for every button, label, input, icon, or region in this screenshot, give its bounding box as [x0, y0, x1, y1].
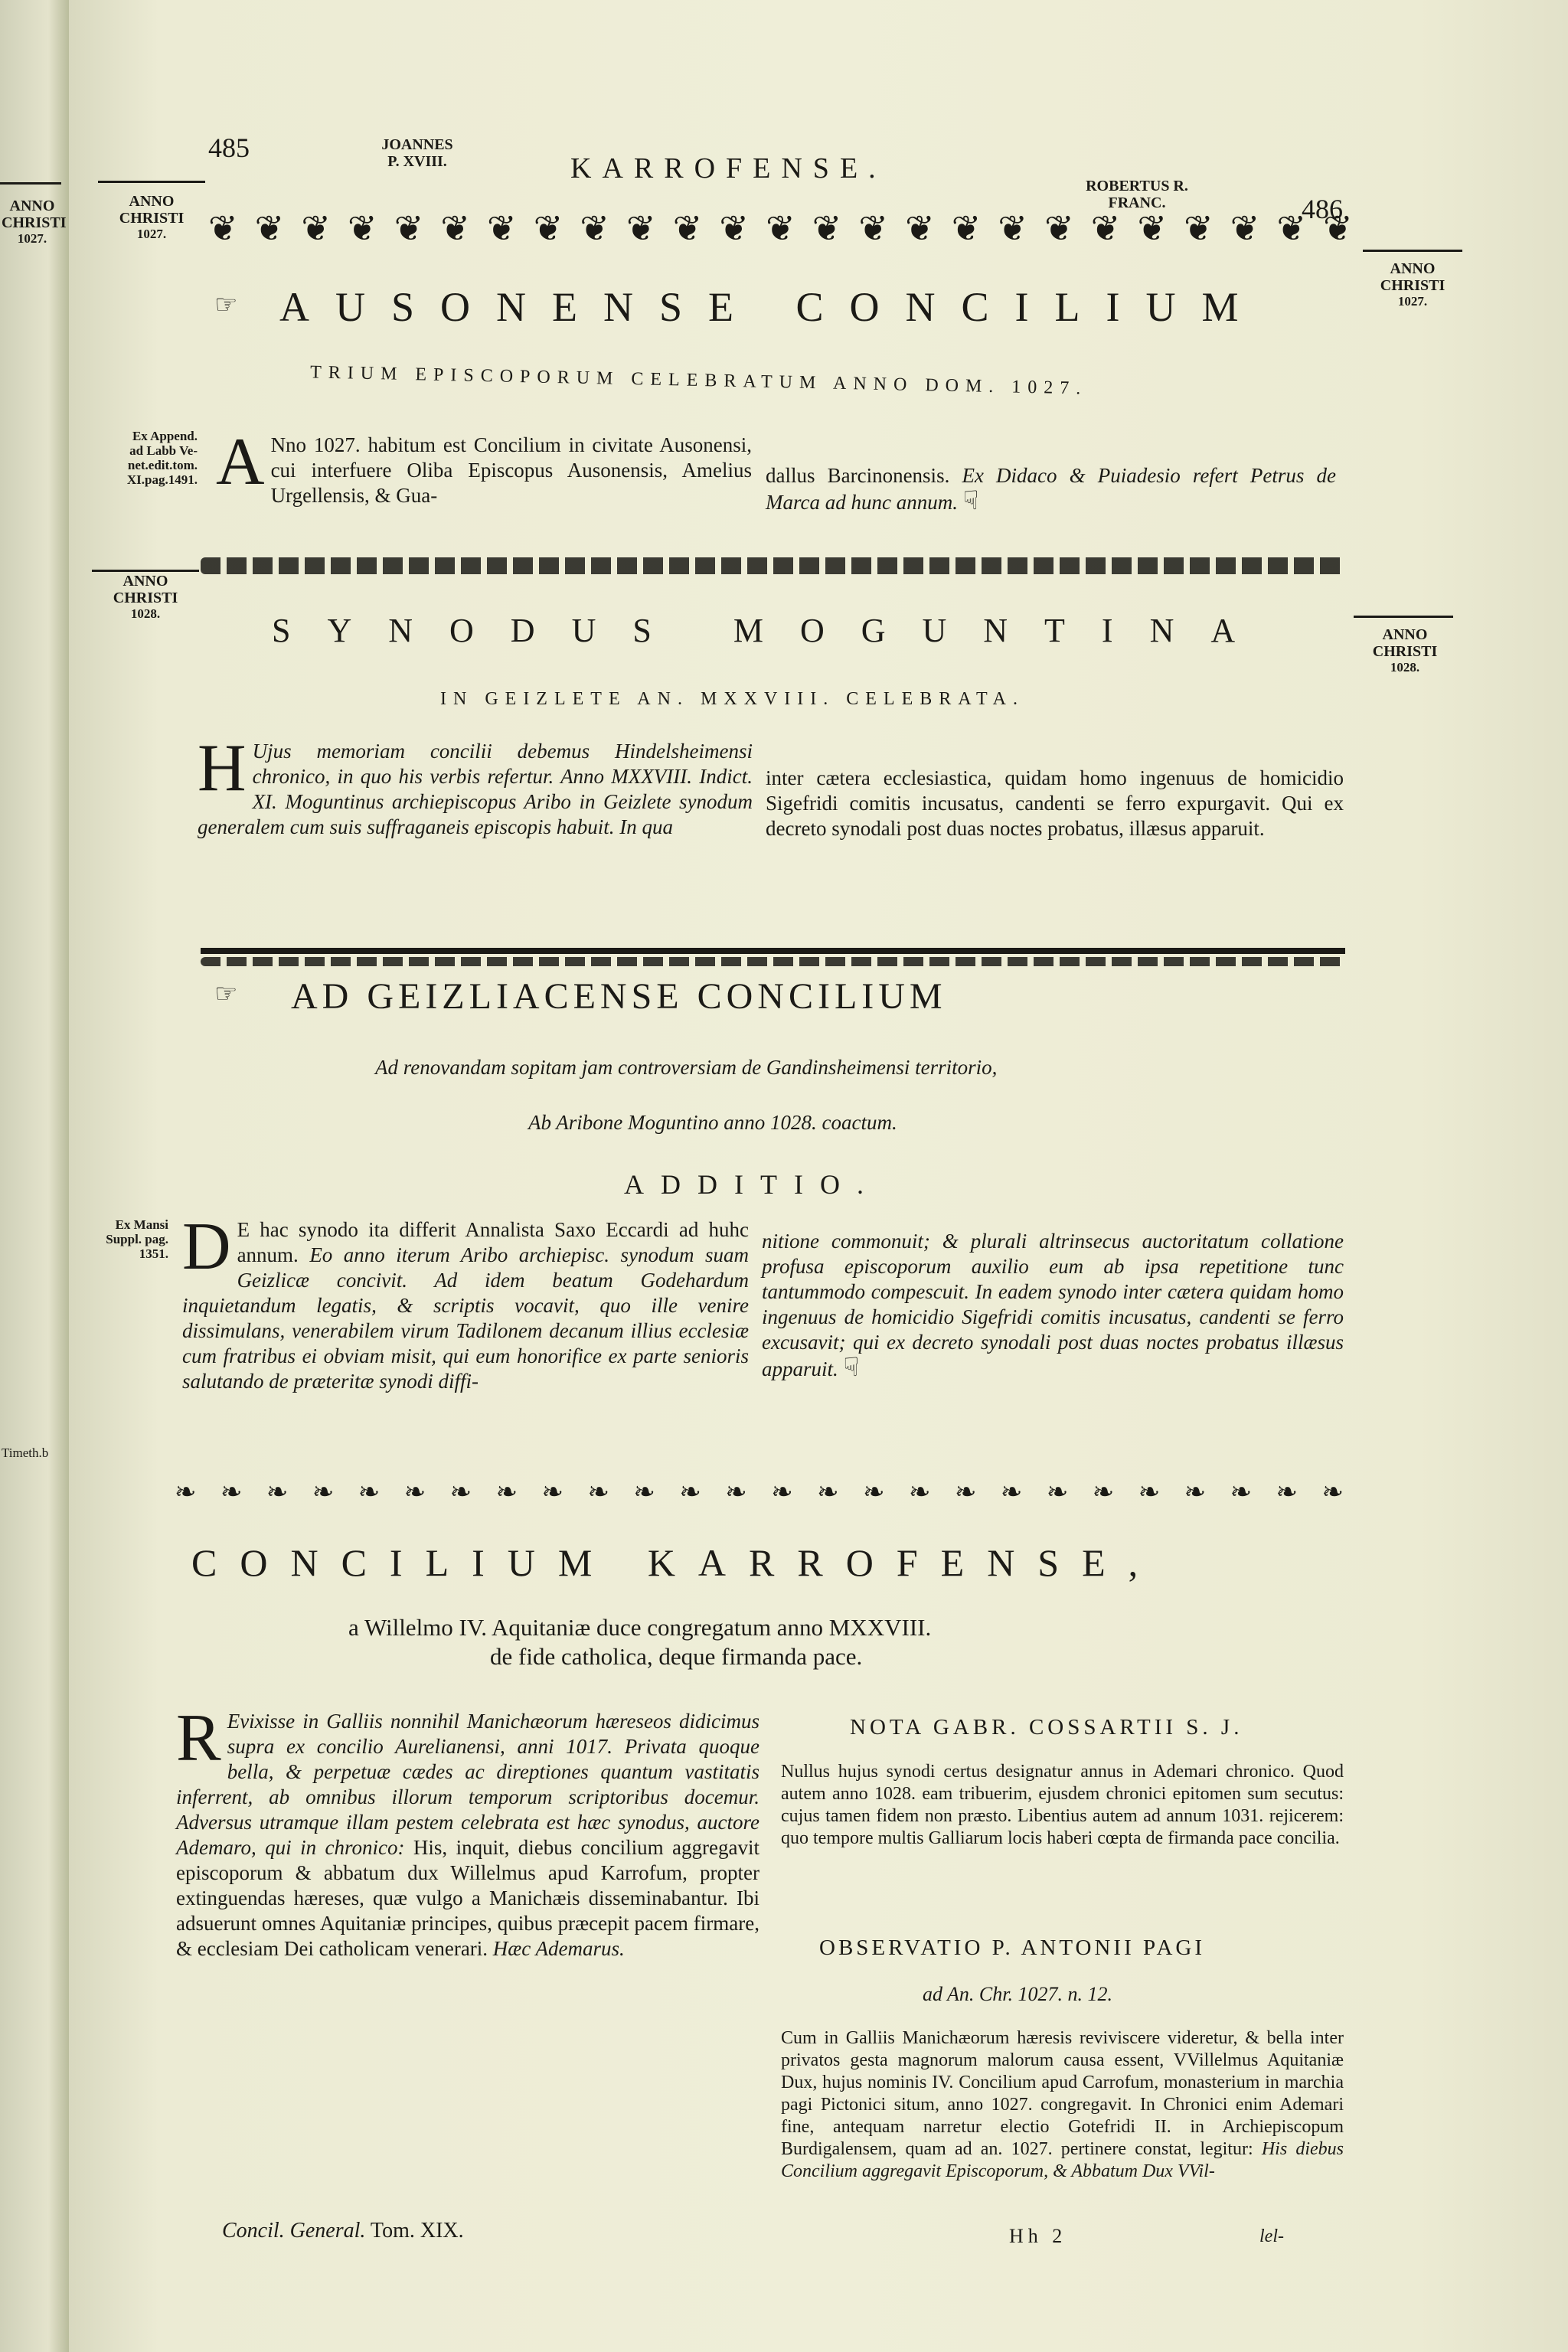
observatio-subheading: ad An. Chr. 1027. n. 12.: [923, 1983, 1112, 2005]
section-subtitle-synodus: IN GEIZLETE AN. MXXVIII. CELEBRATA.: [440, 689, 1025, 709]
signature-mark: Hh 2: [1009, 2225, 1067, 2247]
margin-anno-left-1: ANNO CHRISTI 1027.: [119, 193, 185, 241]
nota-heading: NOTA GABR. COSSARTII S. J.: [850, 1715, 1243, 1740]
section-title-ausonense: AUSONENSE CONCILIUM: [279, 284, 1265, 330]
karrofense-subtitle-2: de fide catholica, deque firmanda pace.: [490, 1643, 863, 1670]
pointing-hand-icon: ☟: [962, 487, 979, 515]
ornament-band-4: ❧ ❧ ❧ ❧ ❧ ❧ ❧ ❧ ❧ ❧ ❧ ❧ ❧ ❧ ❧ ❧ ❧ ❧ ❧ ❧ ❧ ❧ ❧ ❧ ❧ ❧: [175, 1479, 1344, 1507]
drop-cap: D: [182, 1210, 231, 1284]
previous-page-edge: [0, 0, 69, 2352]
ornament-rule-3: [201, 948, 1345, 954]
drop-cap: H: [198, 731, 247, 805]
drop-cap: R: [176, 1701, 221, 1775]
margin-rule: [1354, 616, 1453, 618]
footer-citation: Concil. General. Tom. XIX.: [222, 2219, 464, 2243]
margin-rule: [92, 570, 199, 572]
margin-note-appendix: Ex Append. ad Labb Ve- net.edit.tom. XI.pag.1491.: [126, 429, 198, 487]
edge-rule: [0, 182, 61, 185]
margin-anno-right-1: ANNO CHRISTI 1027.: [1380, 260, 1446, 309]
observatio-text: Cum in Galliis Manichæorum hæresis reviviscere videretur, & bella inter privatos gesta magnorum malorum causa essent, VVillelmus Aquitaniæ Dux, hujus nominis IV. Concilium apud Carrofum, monasterium in marchia pagi Pictonici situm, anno 1027. congregavit. In Chronici enim Ademari fine, antequam narretur electio Gotefridi II. in Archiepiscopum Burdigalensem, quam ad an. 1027. pertinere constat, legitur: His diebus Concilium aggregavit Episcoporum, & Abbatum Dux VVil-: [781, 2028, 1344, 2181]
margin-anno-right-2: ANNO CHRISTI 1028.: [1372, 626, 1438, 675]
section-title-synodus: SYNODUS MOGUNTINA: [272, 612, 1272, 649]
section-subtitle-ausonense: TRIUM EPISCOPORUM CELEBRATUM ANNO DOM. 1027.: [309, 362, 1088, 399]
synodus-column-left: H Ujus memoriam concilii debemus Hindelsheimensi chronico, in quo his verbis refertur. Anno MXXVIII. Indict. XI. Moguntinus archiepiscopus Aribo in Geizlete synodum generalem cum suis suffraganeis episcopis habuit. In qua: [198, 731, 753, 838]
header-pope: JOANNES P. XVIII.: [381, 136, 453, 170]
running-title: KARROFENSE.: [570, 152, 887, 185]
section-title-geizliacense: AD GEIZLIACENSE CONCILIUM: [291, 976, 947, 1017]
drop-cap: A: [216, 425, 265, 499]
nota-text: Nullus hujus synodi certus designatur annus in Ademari chronico. Quod autem anno 1028. eam tribuerim, ejusdem chronici epitomen sum secutus: cujus tamen fidem non præsto. Libentius autem ad annum 1031. rejicerem: quo tempore multis Galliarum locis haberi cœpta de firmanda pace concilia.: [781, 1762, 1344, 1848]
margin-anno-left-2: ANNO CHRISTI 1028.: [113, 573, 178, 621]
edge-anno-christi: ANNO CHRISTI 1027.: [2, 198, 67, 246]
karrofense-subtitle-1: a Willelmo IV. Aquitaniæ duce congregatum anno MXXVIII.: [348, 1614, 932, 1641]
ornament-chain-2: [201, 557, 1345, 574]
ausonense-column-left: A Nno 1027. habitum est Concilium in civitate Ausonensi, cui interfuere Oliba Episcopus Ausonensis, Amelius Urgellensis, & Gua-: [216, 425, 752, 507]
geizliacense-column-right: nitione commonuit; & plurali altrinsecus auctoritatum collatione profusa episcoporum auxilio eum ab ipsa repetitione tunc tantummodo compescuit. In eadem synodo inter cætera quidam homo ingenuus de homicidio Sigefridi comitis incusatus, candenti se ferro excusavit; qui ex decreto synodali post duas noctes probatus illæsus apparuit. ☟: [762, 1230, 1344, 1382]
ausonense-column-right: dallus Barcinonensis. Ex Didaco & Puiadesio refert Petrus de Marca ad hunc annum. ☟: [766, 464, 1336, 515]
margin-rule: [1363, 250, 1462, 252]
pointing-hand-icon: ☞: [214, 980, 238, 1008]
observatio-heading: OBSERVATIO P. ANTONII PAGI: [819, 1936, 1205, 1960]
pointing-hand-icon: ☟: [843, 1354, 860, 1382]
catchword: lel-: [1259, 2226, 1284, 2246]
geizliacense-subtitle-1: Ad renovandam sopitam jam controversiam de Gandinsheimensi territorio,: [375, 1056, 998, 1079]
additio-heading: ADDITIO.: [624, 1169, 880, 1200]
ornament-chain-3: [201, 957, 1345, 966]
ornament-band-top: ❦ ❦ ❦ ❦ ❦ ❦ ❦ ❦ ❦ ❦ ❦ ❦ ❦ ❦ ❦ ❦ ❦ ❦ ❦ ❦ ❦ ❦ ❦ ❦ ❦: [208, 211, 1353, 247]
geizliacense-column-left: D E hac synodo ita differit Annalista Saxo Eccardi ad huhc annum. Eo anno iterum Aribo archiepisc. synodum suam Geizlicæ concivit. Ad idem beatum Godehardum inquietandum legatis, & scriptis vocavit, quo ille venire dissimulans, venerabilem virum Tadilonem decanum illius ecclesiæ cum fratribus ei obviam misit, qui eum honorifice ex parte senioris salutando de præteritæ synodi diffi-: [182, 1210, 749, 1393]
section-title-karrofense: CONCILIUM KARROFENSE,: [191, 1541, 1161, 1584]
synodus-column-right: inter cætera ecclesiastica, quidam homo ingenuus de homicidio Sigefridi comitis incusatus, candenti se ferro expurgavit. Qui ex decreto synodali post duas noctes probatus, illæsus apparuit.: [766, 766, 1344, 840]
margin-note-mansi: Ex Mansi Suppl. pag. 1351.: [106, 1217, 168, 1261]
edge-note: Timeth.b: [2, 1446, 49, 1460]
page-number-right: 486: [1302, 194, 1343, 224]
pointing-hand-icon: ☞: [214, 291, 238, 319]
header-king: ROBERTUS R. FRANC.: [1086, 178, 1188, 211]
page-number-left: 485: [208, 132, 250, 163]
karrofense-column-left: R Evixisse in Galliis nonnihil Manichæorum hæreseos didicimus supra ex concilio Aurelianensi, anni 1017. Privata quoque bella, & perpetuæ cædes ac direptiones quantum vastitatis inferrent, ab omnibus illorum temporum scriptoribus docemur. Adversus utramque illam pestem celebrata est hæc synodus, auctore Ademaro, qui in chronico: His, inquit, diebus concilium aggregavit episcoporum & abbatum dux Willelmus apud Karrofum, propter extinguendas hæreses, quæ vulgo a Manichæis disseminabantur. Ibi adsuerunt omnes Aquitaniæ principes, quibus præcepit pacem firmare, & ecclesiam Dei catholicam venerari. Hæc Ademarus.: [176, 1701, 760, 1960]
geizliacense-subtitle-2: Ab Aribone Moguntino anno 1028. coactum.: [528, 1111, 897, 1134]
margin-rule: [98, 181, 205, 183]
